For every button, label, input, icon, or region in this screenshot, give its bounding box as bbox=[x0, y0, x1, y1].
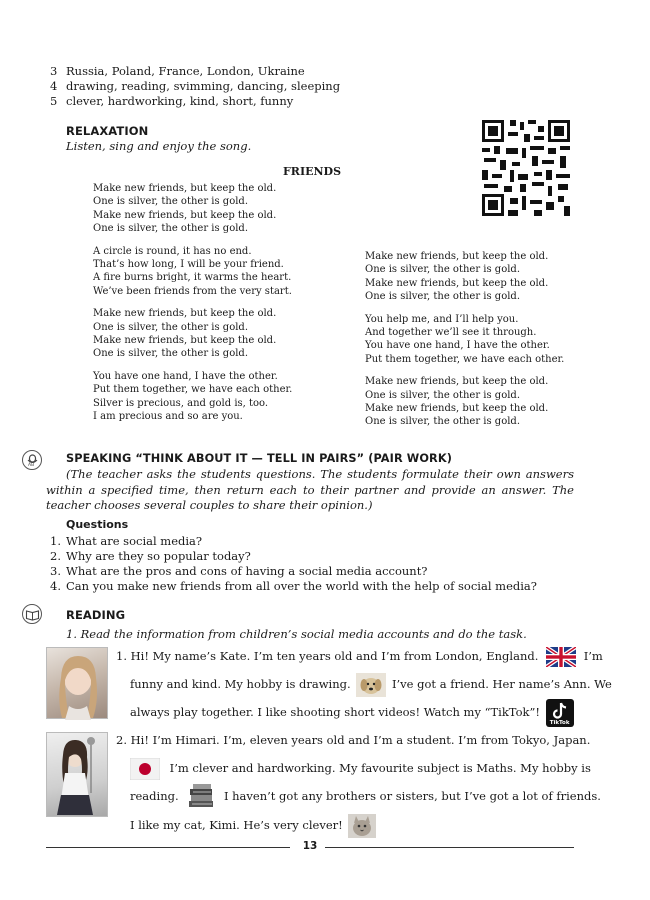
books-icon bbox=[186, 783, 216, 811]
himari-photo bbox=[46, 732, 108, 817]
song-right-column bbox=[365, 250, 564, 438]
list-item: 4 drawing, reading, svimming, dancing, sleeping bbox=[50, 79, 341, 93]
qr-code-icon[interactable] bbox=[480, 118, 572, 218]
uk-flag-icon bbox=[546, 647, 576, 667]
list-item: 4. Can you make new friends from all over the world with the help of social media? bbox=[50, 579, 537, 593]
song-stanza: Make new friends, but keep the old. One is silver, the other is gold. Make new friends, but keep the old. One is silver, the other is gold. bbox=[93, 308, 277, 360]
reading-item-himari: 2. Hi! I’m Himari. I’m, eleven years old and I’m a student. I’m from Tokyo, Japan. I’m clever and hardworking. My favourite subject is Maths. My hobby is reading. I haven’t got any brothers or sisters, but I’ve got a lot of friends. I like my cat, Kimi. He’s very clever! bbox=[116, 726, 576, 839]
relaxation-instruction: Listen, sing and enjoy the song. bbox=[66, 139, 252, 153]
reading-task: 1. Read the information from children’s social media accounts and do the task. bbox=[66, 627, 527, 641]
list-item: 3. What are the pros and cons of having a social media account? bbox=[50, 564, 428, 578]
song-left-column bbox=[93, 182, 292, 433]
top-word-list bbox=[50, 64, 340, 109]
song-stanza: Make new friends, but keep the old. One is silver, the other is gold. Make new friends, but keep the old. One is silver, the other is gold. bbox=[365, 251, 549, 303]
song-stanza: Make new friends, but keep the old. One is silver, the other is gold. Make new friends, but keep the old. One is silver, the other is gold. bbox=[365, 376, 549, 428]
list-item: 1. What are social media? bbox=[50, 534, 203, 548]
questions-heading: Questions bbox=[66, 518, 129, 531]
dog-picture-icon bbox=[356, 673, 386, 697]
list-item: 2. Why are they so popular today? bbox=[50, 549, 251, 563]
reading-item-kate: 1. Hi! My name’s Kate. I’m ten years old and I’m from London, England. I’m funny and kind. My hobby is drawing. I’ve got a friend. Her name’s Ann. We always play together. I like shooting short videos! Watch my “TikTok”! TikTok bbox=[116, 649, 612, 726]
kate-photo bbox=[46, 647, 108, 719]
japan-flag-icon bbox=[130, 758, 160, 780]
book-icon bbox=[22, 604, 42, 624]
cat-picture-icon bbox=[348, 814, 376, 838]
footer-rule-right bbox=[325, 847, 574, 848]
list-item: 3 Russia, Poland, France, London, Ukraine bbox=[50, 64, 305, 78]
song-title: FRIENDS bbox=[283, 165, 342, 178]
questions-list bbox=[50, 534, 537, 594]
song-stanza: You help me, and I’ll help you. And together we’ll see it through. You have one hand, I have the other. Put them together, we have each other. bbox=[365, 313, 565, 365]
list-item: 5 clever, hardworking, kind, short, funny bbox=[50, 94, 294, 108]
reading-heading: READING bbox=[66, 608, 126, 622]
tiktok-icon: TikTok bbox=[546, 699, 574, 727]
footer-rule-left bbox=[46, 847, 290, 848]
speaking-instructions: (The teacher asks the students questions. The students formulate their own answers within a specified time, then return each to their partner and provide an answer. The teacher chooses several couples to share their opinion.) bbox=[46, 467, 574, 512]
page-number: 13 bbox=[302, 840, 318, 852]
song-stanza: You have one hand, I have the other. Put them together, we have each other. Silver is precious, and gold is, too. I am precious and so are you. bbox=[93, 370, 293, 423]
song-stanza: Make new friends, but keep the old. One is silver, the other is gold. Make new friends, but keep the old. One is silver, the other is gold. bbox=[93, 183, 277, 235]
relaxation-heading: RELAXATION bbox=[66, 124, 149, 138]
speaking-heading: SPEAKING “THINK ABOUT IT — TELL IN PAIRS” (PAIR WORK) bbox=[66, 452, 452, 465]
speaking-icon: AB bbox=[22, 450, 42, 470]
song-stanza: A circle is round, it has no end. That’s how long, I will be your friend. A fire burns bright, it warms the heart. We’ve been friends from the very start. bbox=[93, 245, 292, 297]
